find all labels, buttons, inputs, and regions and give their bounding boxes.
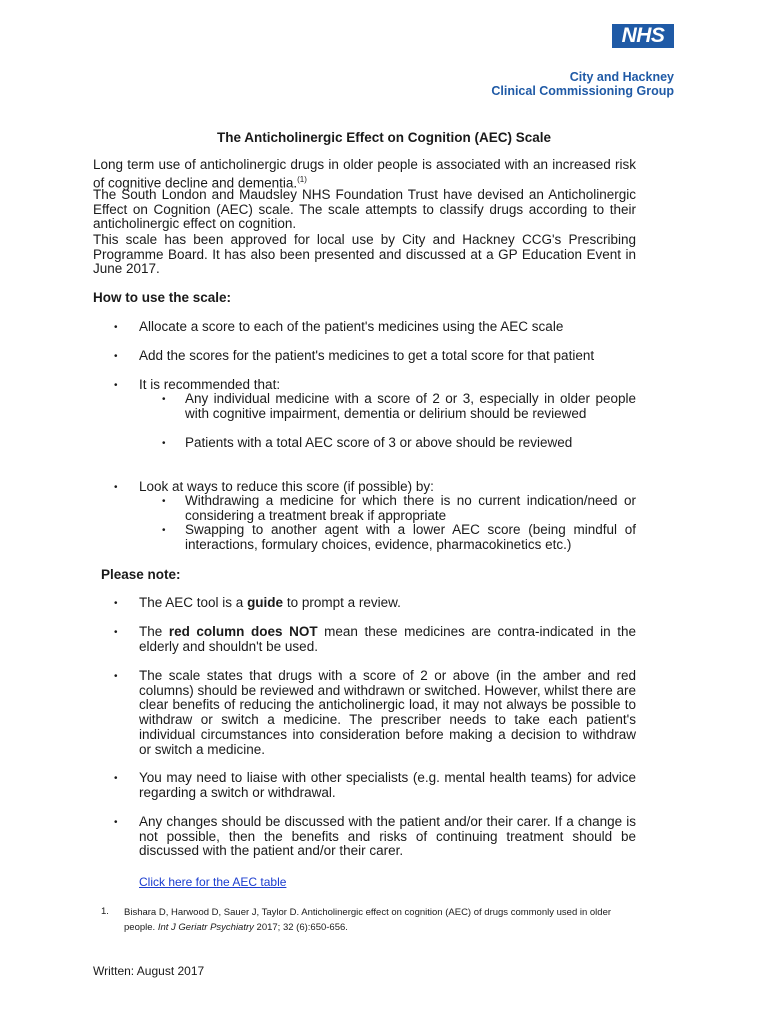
bullet-icon: • xyxy=(114,322,118,333)
note-item-2-text: The xyxy=(139,624,169,639)
note-item-2-text-end: mean these medicines are contra-indicated in the elderly and shouldn't be used. xyxy=(139,624,636,654)
note-item-1 xyxy=(139,596,636,611)
footnote-number: 1. xyxy=(101,906,109,917)
note-item-3: The scale states that drugs with a score of 2 or above (in the amber and red columns) should be reviewed and withdrawn or switched. However, whilst there are clear benefits of reducing the anticholinergic load, it may not always be possible to withdraw or switch a medicine. The prescriber needs to take each patient's individual circumstances into consideration before making a decision to withdraw or switch a medicine. xyxy=(139,668,636,757)
intro-paragraph-1-text: Long term use of anticholinergic drugs in older people is associated with an increased risk of cognitive decline and dementia. xyxy=(93,157,636,191)
note-item-2 xyxy=(139,625,636,654)
please-note-heading: Please note: xyxy=(101,567,181,582)
org-name-line1: City and Hackney xyxy=(569,70,674,84)
note-item-1-text: The AEC tool is a xyxy=(139,595,248,610)
bullet-icon: • xyxy=(114,598,118,609)
bullet-icon: • xyxy=(114,380,118,391)
bullet-icon: • xyxy=(114,627,118,638)
how-to-item-4: Look at ways to reduce this score (if possible) by: xyxy=(139,479,434,494)
sub-bullet-icon: • xyxy=(162,496,166,507)
sub-bullet-icon: • xyxy=(162,438,166,449)
intro-paragraph-2: The South London and Maudsley NHS Foundation Trust have devised an Anticholinergic Effect on Cognition (AEC) scale. The scale attempts to classify drugs according to their anticholinergic effect on cognition. xyxy=(93,187,636,232)
note-item-4: You may need to liaise with other specialists (e.g. mental health teams) for advice regarding a switch or withdrawal. xyxy=(139,770,636,800)
how-to-subitem-1: Any individual medicine with a score of 2 or 3, especially in older people with cognitive impairment, dementia or delirium should be reviewed xyxy=(185,391,636,421)
bullet-icon: • xyxy=(114,351,118,362)
how-to-subitem-3: Withdrawing a medicine for which there is no current indication/need or considering a treatment break if appropriate xyxy=(185,493,636,523)
bullet-icon: • xyxy=(114,817,118,828)
footnote-text: Bishara D, Harwood D, Sauer J, Taylor D. Anticholinergic effect on cognition (AEC) of drugs commonly used in older people. xyxy=(124,907,612,933)
footer-written-date: Written: August 2017 xyxy=(93,964,205,978)
footnote-reference xyxy=(124,905,636,935)
sub-bullet-icon: • xyxy=(162,394,166,405)
how-to-subitem-2: Patients with a total AEC score of 3 or above should be reviewed xyxy=(185,435,573,450)
page-title: The Anticholinergic Effect on Cognition (AEC) Scale xyxy=(216,130,551,145)
note-item-2-bold: red column does NOT xyxy=(168,624,318,639)
how-to-item-3: It is recommended that: xyxy=(139,377,281,392)
bullet-icon: • xyxy=(114,773,118,784)
sub-bullet-icon: • xyxy=(162,525,166,536)
how-to-item-1: Allocate a score to each of the patient's medicines using the AEC scale xyxy=(139,319,564,334)
aec-table-link[interactable]: Click here for the AEC table xyxy=(139,875,287,889)
how-to-subitem-4: Swapping to another agent with a lower AEC score (being mindful of interactions, formulary choices, evidence, pharmacokinetics etc.) xyxy=(185,522,636,552)
footnote-ref: (1) xyxy=(297,174,307,184)
note-item-5: Any changes should be discussed with the patient and/or their carer. If a change is not possible, then the benefits and risks of continuing treatment should be discussed with the patient and/or their carer. xyxy=(139,814,636,859)
footnote-text-end: 2017; 32 (6):650-656. xyxy=(253,922,348,933)
intro-paragraph-1 xyxy=(93,158,636,191)
footnote-journal: Int J Geriatr Psychiatry xyxy=(157,922,254,933)
how-to-heading: How to use the scale: xyxy=(93,290,232,305)
note-item-1-bold: guide xyxy=(247,595,284,610)
bullet-icon: • xyxy=(114,671,118,682)
org-name-line2: Clinical Commissioning Group xyxy=(491,84,674,98)
nhs-logo: NHS xyxy=(612,24,674,48)
bullet-icon: • xyxy=(114,482,118,493)
intro-paragraph-3: This scale has been approved for local use by City and Hackney CCG's Prescribing Programme Board. It has also been presented and discussed at a GP Education Event in June 2017. xyxy=(93,232,636,277)
how-to-item-2: Add the scores for the patient's medicines to get a total score for that patient xyxy=(139,348,595,363)
note-item-1-text-end: to prompt a review. xyxy=(283,595,401,610)
